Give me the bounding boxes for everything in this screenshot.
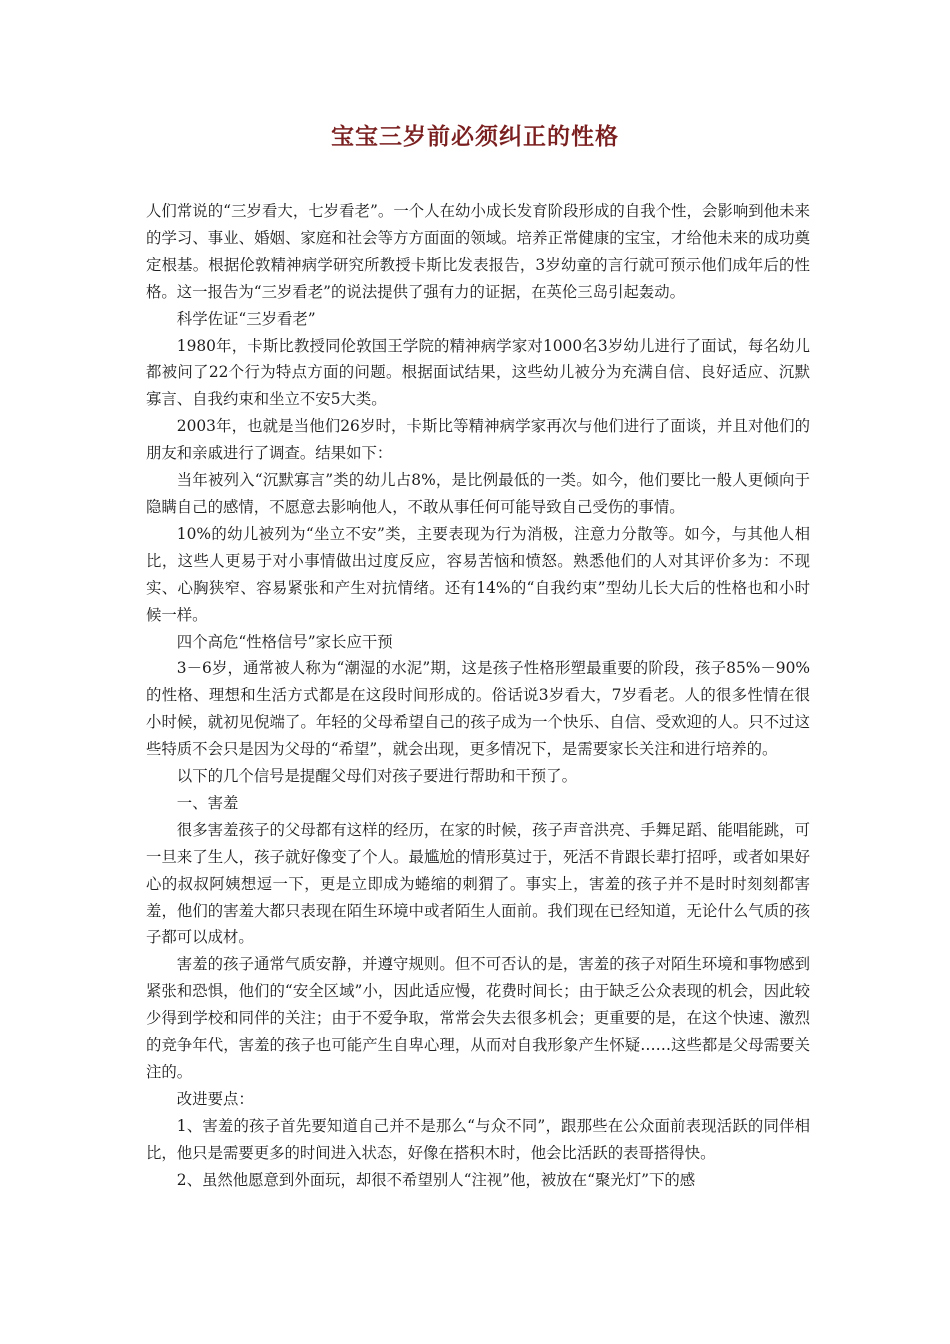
paragraph: 2003年，也就是当他们26岁时，卡斯比等精神病学家再次与他们进行了面谈，并且对他们的朋友和亲戚进行了调查。结果如下：	[146, 417, 810, 463]
paragraph: 以下的几个信号是提醒父母们对孩子要进行帮助和干预了。	[176, 767, 577, 786]
page-title: 宝宝三岁前必须纠正的性格	[331, 124, 619, 150]
section-heading-improvements: 改进要点：	[176, 1089, 254, 1108]
section-heading-signals: 四个高危“性格信号”家长应干预	[176, 632, 393, 651]
list-item: 1、害羞的孩子首先要知道自己并不是那么“与众不同”，跟那些在公众面前表现活跃的同伴相比，他只是需要更多的时间进入状态，好像在搭积木时，他会比活跃的表哥搭得快。	[146, 1116, 810, 1162]
paragraph: 很多害羞孩子的父母都有这样的经历，在家的时候，孩子声音洪亮、手舞足蹈、能唱能跳，可一旦来了生人，孩子就好像变了个人。最尴尬的情形莫过于，死活不肯跟长辈打招呼，或者如果好心的叔叔阿姨想逗一下，更是立即成为蜷缩的刺猬了。事实上，害羞的孩子并不是时时刻刻都害羞，他们的害羞大都只表现在陌生环境中或者陌生人面前。我们现在已经知道，无论什么气质的孩子都可以成材。	[146, 820, 810, 947]
paragraph: 3－6岁，通常被人称为“潮湿的水泥”期，这是孩子性格形塑最重要的阶段，孩子85%－90%的性格、理想和生活方式都是在这段时间形成的。俗话说3岁看大，7岁看老。人的很多性情在很小时候，就初见倪端了。年轻的父母希望自己的孩子成为一个快乐、自信、受欢迎的人。只不过这些特质不会只是因为父母的“希望”，就会出现，更多情况下，是需要家长关注和进行培养的。	[146, 659, 810, 759]
list-item: 2、虽然他愿意到外面玩，却很不希望别人“注视”他，被放在“聚光灯”下的感	[176, 1170, 696, 1189]
section-heading-science: 科学佐证“三岁看老”	[176, 309, 316, 328]
document-body	[146, 198, 810, 1194]
paragraph-intro: 人们常说的“三岁看大，七岁看老”。一个人在幼小成长发育阶段形成的自我个性，会影响到他未来的学习、事业、婚姻、家庭和社会等方方面面的领域。培养正常健康的宝宝，才给他未来的成功奠定根基。根据伦敦精神病学研究所教授卡斯比发表报告，3岁幼童的言行就可预示他们成年后的性格。这一报告为“三岁看老”的说法提供了强有力的证据，在英伦三岛引起轰动。	[146, 202, 810, 301]
paragraph: 害羞的孩子通常气质安静，并遵守规则。但不可否认的是，害羞的孩子对陌生环境和事物感到紧张和恐惧，他们的“安全区域”小，因此适应慢，花费时间长；由于缺乏公众表现的机会，因此较少得到学校和同伴的关注；由于不爱争取，常常会失去很多机会；更重要的是，在这个快速、激烈的竞争年代，害羞的孩子也可能产生自卑心理，从而对自我形象产生怀疑……这些都是父母需要关注的。	[146, 955, 810, 1081]
section-heading-shyness: 一、害羞	[176, 793, 239, 812]
paragraph: 1980年，卡斯比教授同伦敦国王学院的精神病学家对1000名3岁幼儿进行了面试，每名幼儿都被问了22个行为特点方面的问题。根据面试结果，这些幼儿被分为充满自信、良好适应、沉默寡言、自我约束和坐立不安5大类。	[146, 336, 810, 409]
paragraph: 10%的幼儿被列为“坐立不安”类，主要表现为行为消极，注意力分散等。如今，与其他人相比，这些人更易于对小事情做出过度反应，容易苦恼和愤怒。熟悉他们的人对其评价多为：不现实、心胸狭窄、容易紧张和产生对抗情绪。还有14%的“自我约束”型幼儿长大后的性格也和小时候一样。	[146, 524, 810, 624]
paragraph: 当年被列入“沉默寡言”类的幼儿占8%，是比例最低的一类。如今，他们要比一般人更倾向于隐瞒自己的感情，不愿意去影响他人，不敢从事任何可能导致自己受伤的事情。	[146, 471, 810, 516]
